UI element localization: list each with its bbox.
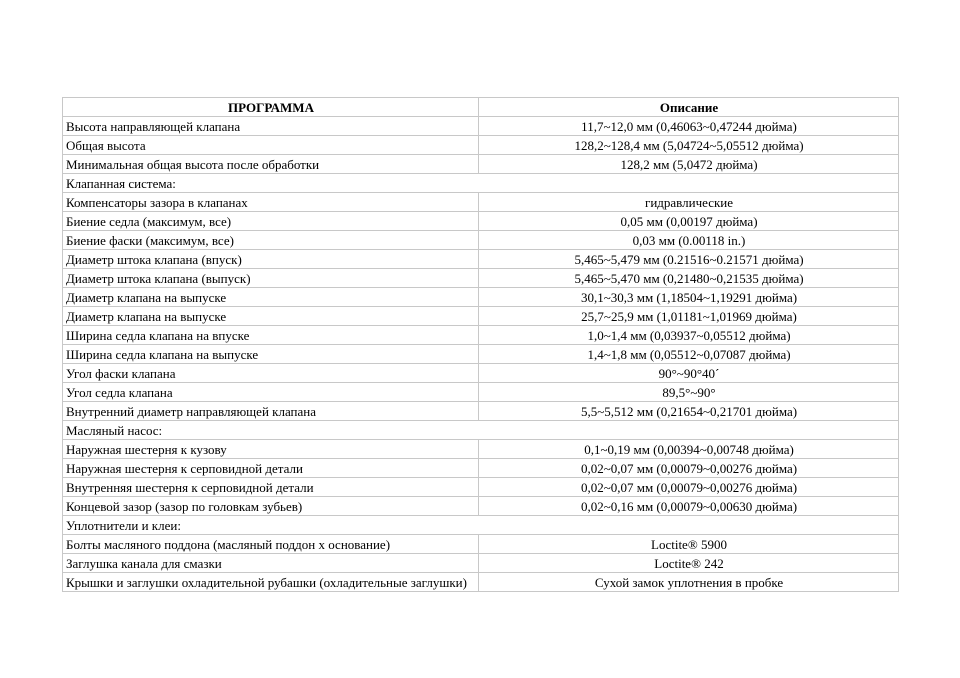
header-row: [63, 98, 899, 117]
value-cell: 1,4~1,8 мм (0,05512~0,07087 дюйма): [479, 345, 899, 364]
section-title: Масляный насос:: [63, 421, 899, 440]
value-cell: 128,2 мм (5,0472 дюйма): [479, 155, 899, 174]
table-row: [63, 478, 899, 497]
value-cell: Сухой замок уплотнения в пробке: [479, 573, 899, 592]
section-row: [63, 516, 899, 535]
table-row: [63, 497, 899, 516]
value-cell: 89,5°~90°: [479, 383, 899, 402]
table-row: [63, 250, 899, 269]
section-row: [63, 174, 899, 193]
param-cell: Болты масляного поддона (масляный поддон х основание): [63, 535, 479, 554]
section-title: Клапанная система:: [63, 174, 899, 193]
value-cell: 1,0~1,4 мм (0,03937~0,05512 дюйма): [479, 326, 899, 345]
value-cell: 90°~90°40´: [479, 364, 899, 383]
value-cell: Loctite® 242: [479, 554, 899, 573]
table-row: [63, 573, 899, 592]
table-row: [63, 402, 899, 421]
param-cell: Общая высота: [63, 136, 479, 155]
value-cell: 0,05 мм (0,00197 дюйма): [479, 212, 899, 231]
param-cell: Наружная шестерня к серповидной детали: [63, 459, 479, 478]
table-row: [63, 307, 899, 326]
param-cell: Наружная шестерня к кузову: [63, 440, 479, 459]
param-cell: Угол седла клапана: [63, 383, 479, 402]
section-row: [63, 421, 899, 440]
table-row: [63, 269, 899, 288]
param-cell: Концевой зазор (зазор по головкам зубьев): [63, 497, 479, 516]
value-cell: 0,02~0,07 мм (0,00079~0,00276 дюйма): [479, 459, 899, 478]
value-cell: 5,465~5,470 мм (0,21480~0,21535 дюйма): [479, 269, 899, 288]
table-row: [63, 117, 899, 136]
header-value: Описание: [479, 98, 899, 117]
table-row: [63, 288, 899, 307]
table-row: [63, 535, 899, 554]
param-cell: Биение фаски (максимум, все): [63, 231, 479, 250]
table-row: [63, 554, 899, 573]
table-row: [63, 440, 899, 459]
table-row: [63, 383, 899, 402]
param-cell: Диаметр штока клапана (впуск): [63, 250, 479, 269]
table-row: [63, 136, 899, 155]
header-param: ПРОГРАММА: [63, 98, 479, 117]
value-cell: 11,7~12,0 мм (0,46063~0,47244 дюйма): [479, 117, 899, 136]
value-cell: 30,1~30,3 мм (1,18504~1,19291 дюйма): [479, 288, 899, 307]
param-cell: Диаметр штока клапана (выпуск): [63, 269, 479, 288]
param-cell: Компенсаторы зазора в клапанах: [63, 193, 479, 212]
value-cell: гидравлические: [479, 193, 899, 212]
param-cell: Угол фаски клапана: [63, 364, 479, 383]
spec-table: [62, 97, 899, 592]
value-cell: 5,5~5,512 мм (0,21654~0,21701 дюйма): [479, 402, 899, 421]
table-row: [63, 364, 899, 383]
param-cell: Диаметр клапана на выпуске: [63, 288, 479, 307]
table-row: [63, 193, 899, 212]
table-header: [63, 98, 899, 117]
value-cell: 128,2~128,4 мм (5,04724~5,05512 дюйма): [479, 136, 899, 155]
param-cell: Диаметр клапана на выпуске: [63, 307, 479, 326]
param-cell: Крышки и заглушки охладительной рубашки (охладительные заглушки): [63, 573, 479, 592]
table-row: [63, 459, 899, 478]
value-cell: 0,1~0,19 мм (0,00394~0,00748 дюйма): [479, 440, 899, 459]
param-cell: Заглушка канала для смазки: [63, 554, 479, 573]
value-cell: 0,02~0,16 мм (0,00079~0,00630 дюйма): [479, 497, 899, 516]
param-cell: Высота направляющей клапана: [63, 117, 479, 136]
table-row: [63, 231, 899, 250]
param-cell: Биение седла (максимум, все): [63, 212, 479, 231]
section-title: Уплотнители и клеи:: [63, 516, 899, 535]
table-row: [63, 345, 899, 364]
table-row: [63, 326, 899, 345]
value-cell: Loctite® 5900: [479, 535, 899, 554]
value-cell: 0,02~0,07 мм (0,00079~0,00276 дюйма): [479, 478, 899, 497]
table-row: [63, 212, 899, 231]
param-cell: Ширина седла клапана на выпуске: [63, 345, 479, 364]
param-cell: Минимальная общая высота после обработки: [63, 155, 479, 174]
value-cell: 25,7~25,9 мм (1,01181~1,01969 дюйма): [479, 307, 899, 326]
table-row: [63, 155, 899, 174]
param-cell: Внутренняя шестерня к серповидной детали: [63, 478, 479, 497]
value-cell: 0,03 мм (0.00118 in.): [479, 231, 899, 250]
value-cell: 5,465~5,479 мм (0.21516~0.21571 дюйма): [479, 250, 899, 269]
param-cell: Внутренний диаметр направляющей клапана: [63, 402, 479, 421]
param-cell: Ширина седла клапана на впуске: [63, 326, 479, 345]
table-body: [63, 117, 899, 592]
